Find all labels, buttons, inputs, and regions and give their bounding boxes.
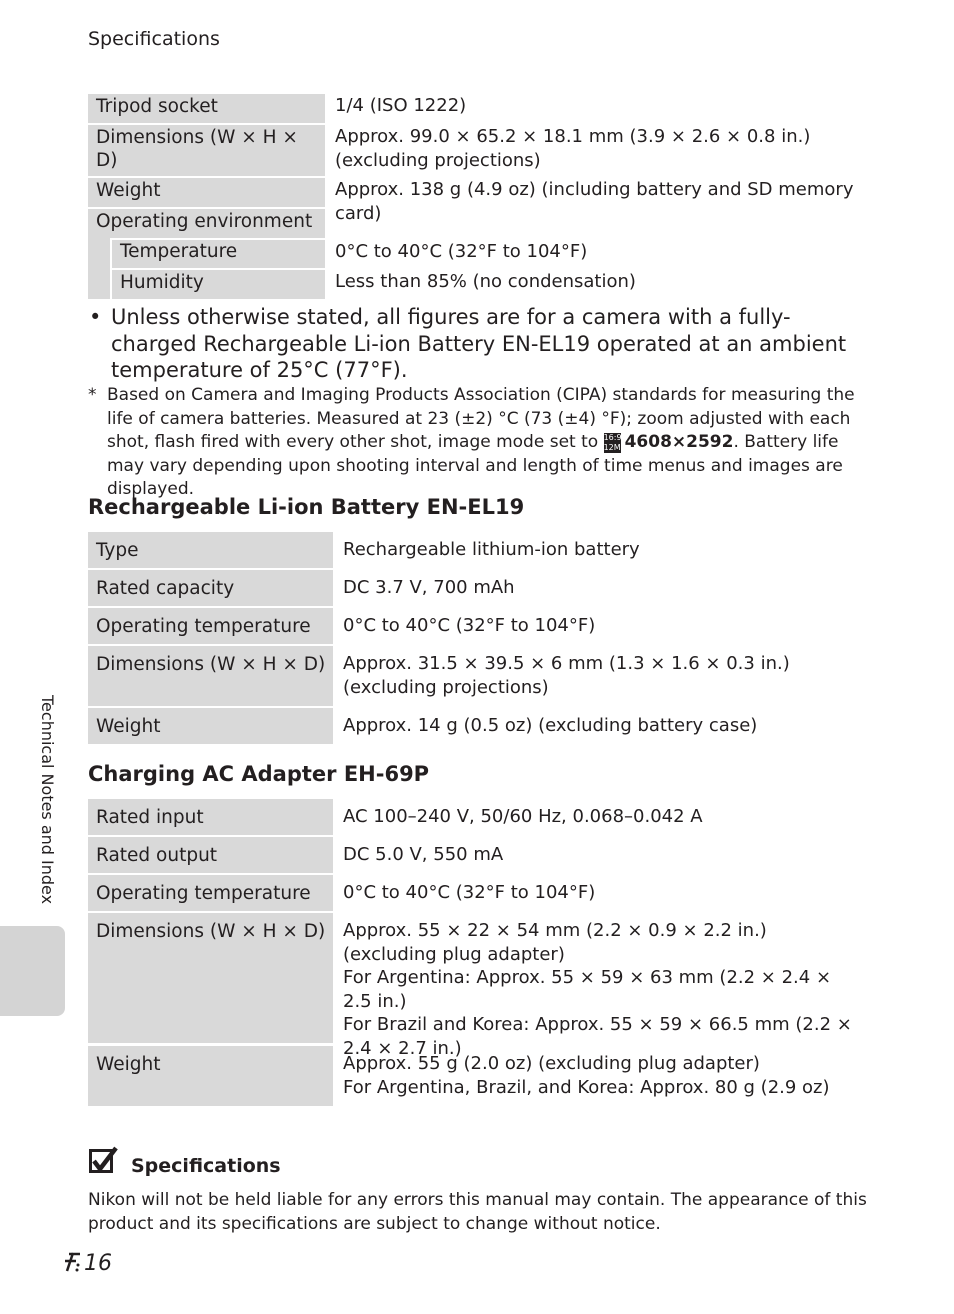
adapter-label-output: Rated output [88, 837, 333, 873]
footnote-image-mode: 4608×2592 [624, 432, 734, 452]
battery-label-op-temp: Operating temperature [88, 608, 333, 644]
note-text: Nikon will not be held liable for any errors this manual may contain. The appearance of this product and its specifications are subject to change without notice. [88, 1190, 867, 1234]
table-indent-stripe [88, 238, 110, 299]
footnote [107, 384, 877, 502]
adapter-label-op-temp: Operating temperature [88, 875, 333, 911]
battery-value-weight: Approx. 14 g (0.5 oz) (excluding battery case) [343, 715, 758, 736]
footnote-symbol: * [88, 385, 97, 405]
side-tab-marker [0, 926, 65, 1016]
technical-notes-icon [60, 1250, 84, 1274]
battery-section-title: Rechargeable Li-ion Battery EN-EL19 [88, 495, 525, 519]
bullet-note: Unless otherwise stated, all figures are for a camera with a fully-charged Rechargeable Li-ion Battery EN-EL19 operated at an ambient temperature of 25°C (77°F). [111, 305, 847, 382]
page-number [60, 1250, 112, 1276]
adapter-value-weight: Approx. 55 g (2.0 oz) (excluding plug adapter) For Argentina, Brazil, and Korea: Approx. 80 g (2.9 oz) [343, 1053, 830, 1098]
row-label-operating-environment: Operating environment [88, 209, 325, 238]
adapter-value-dimensions: Approx. 55 × 22 × 54 mm (2.2 × 0.9 × 2.2 in.) (excluding plug adapter) For Argentina: Approx. 55 × 59 × 63 mm (2.2 × 2.4 × 2.5 in.) For Brazil and Korea: Approx. 55 × 59 × 66.5 mm (2.2 × 2.4 × 2.7 in.) [343, 920, 852, 1059]
row-label-weight: Weight [88, 178, 325, 207]
battery-label-type: Type [88, 532, 333, 568]
battery-label-dimensions: Dimensions (W × H × D) [88, 646, 333, 706]
row-value-tripod: 1/4 (ISO 1222) [335, 95, 467, 116]
adapter-value-input: AC 100–240 V, 50/60 Hz, 0.068–0.042 A [343, 806, 703, 827]
note-title: Specifications [131, 1155, 281, 1177]
page-header: Specifications [88, 28, 220, 50]
footnote-text-after: . Battery life may vary depending upon shooting interval and length of time menus and images are displayed. [107, 432, 843, 499]
footnote-text-before: Based on Camera and Imaging Products Association (CIPA) standards for measuring the life of camera batteries. Measured at 23 (±2) °C (73 (±4) °F); zoom adjusted with each shot, flash fired with every other shot, image mode set to [107, 385, 855, 452]
bullet-symbol: • [89, 305, 102, 329]
check-note-icon [88, 1146, 118, 1176]
adapter-label-input: Rated input [88, 799, 333, 835]
row-label-temperature: Temperature [112, 240, 325, 268]
row-value-temperature: 0°C to 40°C (32°F to 104°F) [335, 241, 588, 262]
battery-value-type: Rechargeable lithium-ion battery [343, 539, 640, 560]
side-tab-label: Technical Notes and Index [38, 695, 57, 905]
adapter-value-output: DC 5.0 V, 550 mA [343, 844, 504, 865]
page-number-value: 16 [84, 1251, 112, 1276]
battery-label-weight: Weight [88, 708, 333, 744]
row-label-tripod: Tripod socket [88, 94, 325, 123]
row-value-dimensions: Approx. 99.0 × 65.2 × 18.1 mm (3.9 × 2.6 × 0.8 in.) (excluding projections) [335, 126, 811, 171]
row-value-humidity: Less than 85% (no condensation) [335, 271, 636, 292]
row-value-weight: Approx. 138 g (4.9 oz) (including battery and SD memory card) [335, 179, 854, 224]
battery-label-capacity: Rated capacity [88, 570, 333, 606]
row-label-humidity: Humidity [112, 270, 325, 299]
adapter-label-weight: Weight [88, 1046, 333, 1106]
row-label-dimensions: Dimensions (W × H × D) [88, 125, 325, 176]
adapter-section-title: Charging AC Adapter EH-69P [88, 762, 430, 786]
battery-value-op-temp: 0°C to 40°C (32°F to 104°F) [343, 615, 596, 636]
adapter-label-dimensions: Dimensions (W × H × D) [88, 913, 333, 1043]
image-mode-icon: 16:9 12M [603, 433, 622, 452]
battery-value-capacity: DC 3.7 V, 700 mAh [343, 577, 515, 598]
battery-value-dimensions: Approx. 31.5 × 39.5 × 6 mm (1.3 × 1.6 × 0.3 in.) (excluding projections) [343, 653, 790, 698]
adapter-value-op-temp: 0°C to 40°C (32°F to 104°F) [343, 882, 596, 903]
